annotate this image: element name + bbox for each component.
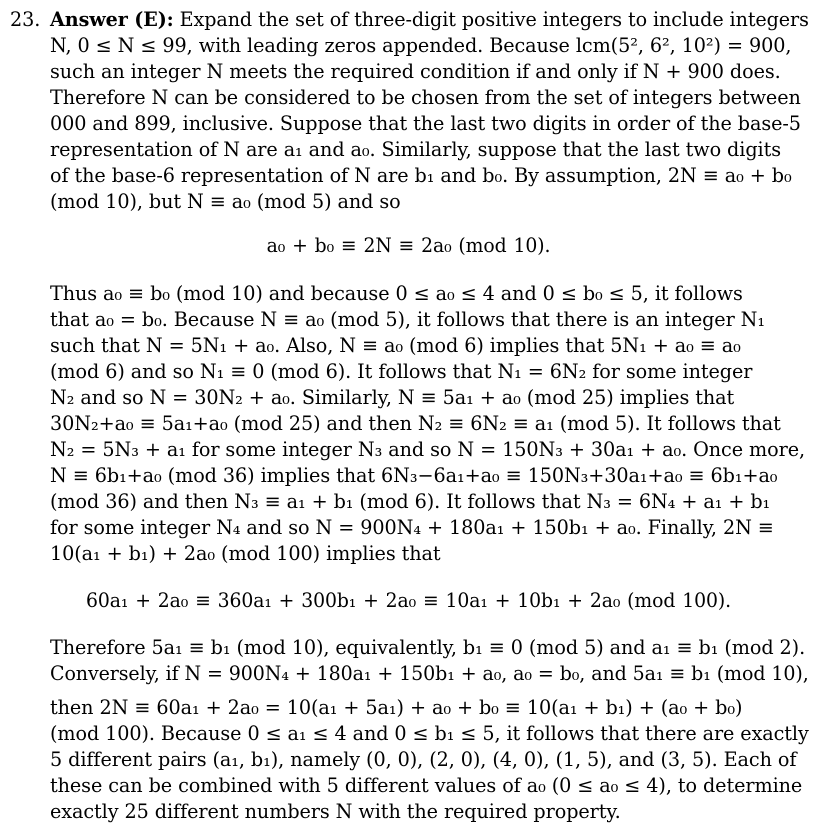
para1-line-3: Therefore N can be considered to be chosen from the set of integers between [50, 86, 801, 109]
para4-line-3: these can be combined with 5 different values of a₀ (0 ≤ a₀ ≤ 4), to determine [50, 774, 803, 797]
para4-line-4: exactly 25 different numbers N with the required property. [50, 800, 621, 823]
display-equation-1: a₀ + b₀ ≡ 2N ≡ 2a₀ (mod 10). [266, 234, 551, 257]
para1-line-0: Expand the set of three-digit positive integers to include integers [179, 8, 809, 31]
para1-line-1: N, 0 ≤ N ≤ 99, with leading zeros appended. Because lcm(5², 6², 10²) = 900, [50, 34, 792, 57]
display-equation-2: 60a₁ + 2a₀ ≡ 360a₁ + 300b₁ + 2a₀ ≡ 10a₁ + 10b₁ + 2a₀ (mod 100). [86, 589, 731, 612]
para2-line-3: (mod 6) and so N₁ ≡ 0 (mod 6). It follows that N₁ = 6N₂ for some integer [50, 360, 753, 383]
para2-line-7: N ≡ 6b₁+a₀ (mod 36) implies that 6N₃−6a₁+a₀ ≡ 150N₃+30a₁+a₀ ≡ 6b₁+a₀ [50, 464, 778, 487]
para2-line-0: Thus a₀ ≡ b₀ (mod 10) and because 0 ≤ a₀ ≤ 4 and 0 ≤ b₀ ≤ 5, it follows [50, 282, 743, 305]
para1-line-2: such an integer N meets the required condition if and only if N + 900 does. [50, 60, 781, 83]
para4-line-1: (mod 100). Because 0 ≤ a₁ ≤ 4 and 0 ≤ b₁ ≤ 5, it follows that there are exactly [50, 722, 809, 745]
para2-line-1: that a₀ = b₀. Because N ≡ a₀ (mod 5), it follows that there is an integer N₁ [50, 308, 766, 331]
para4-line-0: then 2N ≡ 60a₁ + 2a₀ = 10(a₁ + 5a₁) + a₀ + b₀ ≡ 10(a₁ + b₁) + (a₀ + b₀) [50, 696, 743, 719]
para1-line-6: of the base-6 representation of N are b₁ and b₀. By assumption, 2N ≡ a₀ + b₀ [50, 164, 792, 187]
para2-line-9: for some integer N₄ and so N = 900N₄ + 180a₁ + 150b₁ + a₀. Finally, 2N ≡ [50, 516, 774, 539]
first-line [50, 7, 809, 33]
para2-line-2: such that N = 5N₁ + a₀. Also, N ≡ a₀ (mod 6) implies that 5N₁ + a₀ ≡ a₀ [50, 334, 741, 357]
para2-line-4: N₂ and so N = 30N₂ + a₀. Similarly, N ≡ 5a₁ + a₀ (mod 25) implies that [50, 386, 735, 409]
para1-line-4: 000 and 899, inclusive. Suppose that the last two digits in order of the base-5 [50, 112, 801, 135]
para2-line-5: 30N₂+a₀ ≡ 5a₁+a₀ (mod 25) and then N₂ ≡ 6N₂ ≡ a₁ (mod 5). It follows that [50, 412, 781, 435]
para2-line-10: 10(a₁ + b₁) + 2a₀ (mod 100) implies that [50, 542, 441, 565]
para1-line-7: (mod 10), but N ≡ a₀ (mod 5) and so [50, 190, 401, 213]
para2-line-6: N₂ = 5N₃ + a₁ for some integer N₃ and so N = 150N₃ + 30a₁ + a₀. Once more, [50, 438, 805, 461]
problem-number: 23. [10, 8, 41, 31]
answer-label: Answer (E): [50, 8, 174, 31]
para2-line-8: (mod 36) and then N₃ ≡ a₁ + b₁ (mod 6). It follows that N₃ = 6N₄ + a₁ + b₁ [50, 490, 771, 513]
para3-line-0: Therefore 5a₁ ≡ b₁ (mod 10), equivalently, b₁ ≡ 0 (mod 5) and a₁ ≡ b₁ (mod 2). [50, 636, 806, 659]
para4-line-2: 5 different pairs (a₁, b₁), namely (0, 0), (2, 0), (4, 0), (1, 5), and (3, 5). Each of [50, 748, 797, 771]
para1-line-5: representation of N are a₁ and a₀. Similarly, suppose that the last two digits [50, 138, 781, 161]
para3-line-1: Conversely, if N = 900N₄ + 180a₁ + 150b₁ + a₀, a₀ = b₀, and 5a₁ ≡ b₁ (mod 10), [50, 662, 809, 685]
